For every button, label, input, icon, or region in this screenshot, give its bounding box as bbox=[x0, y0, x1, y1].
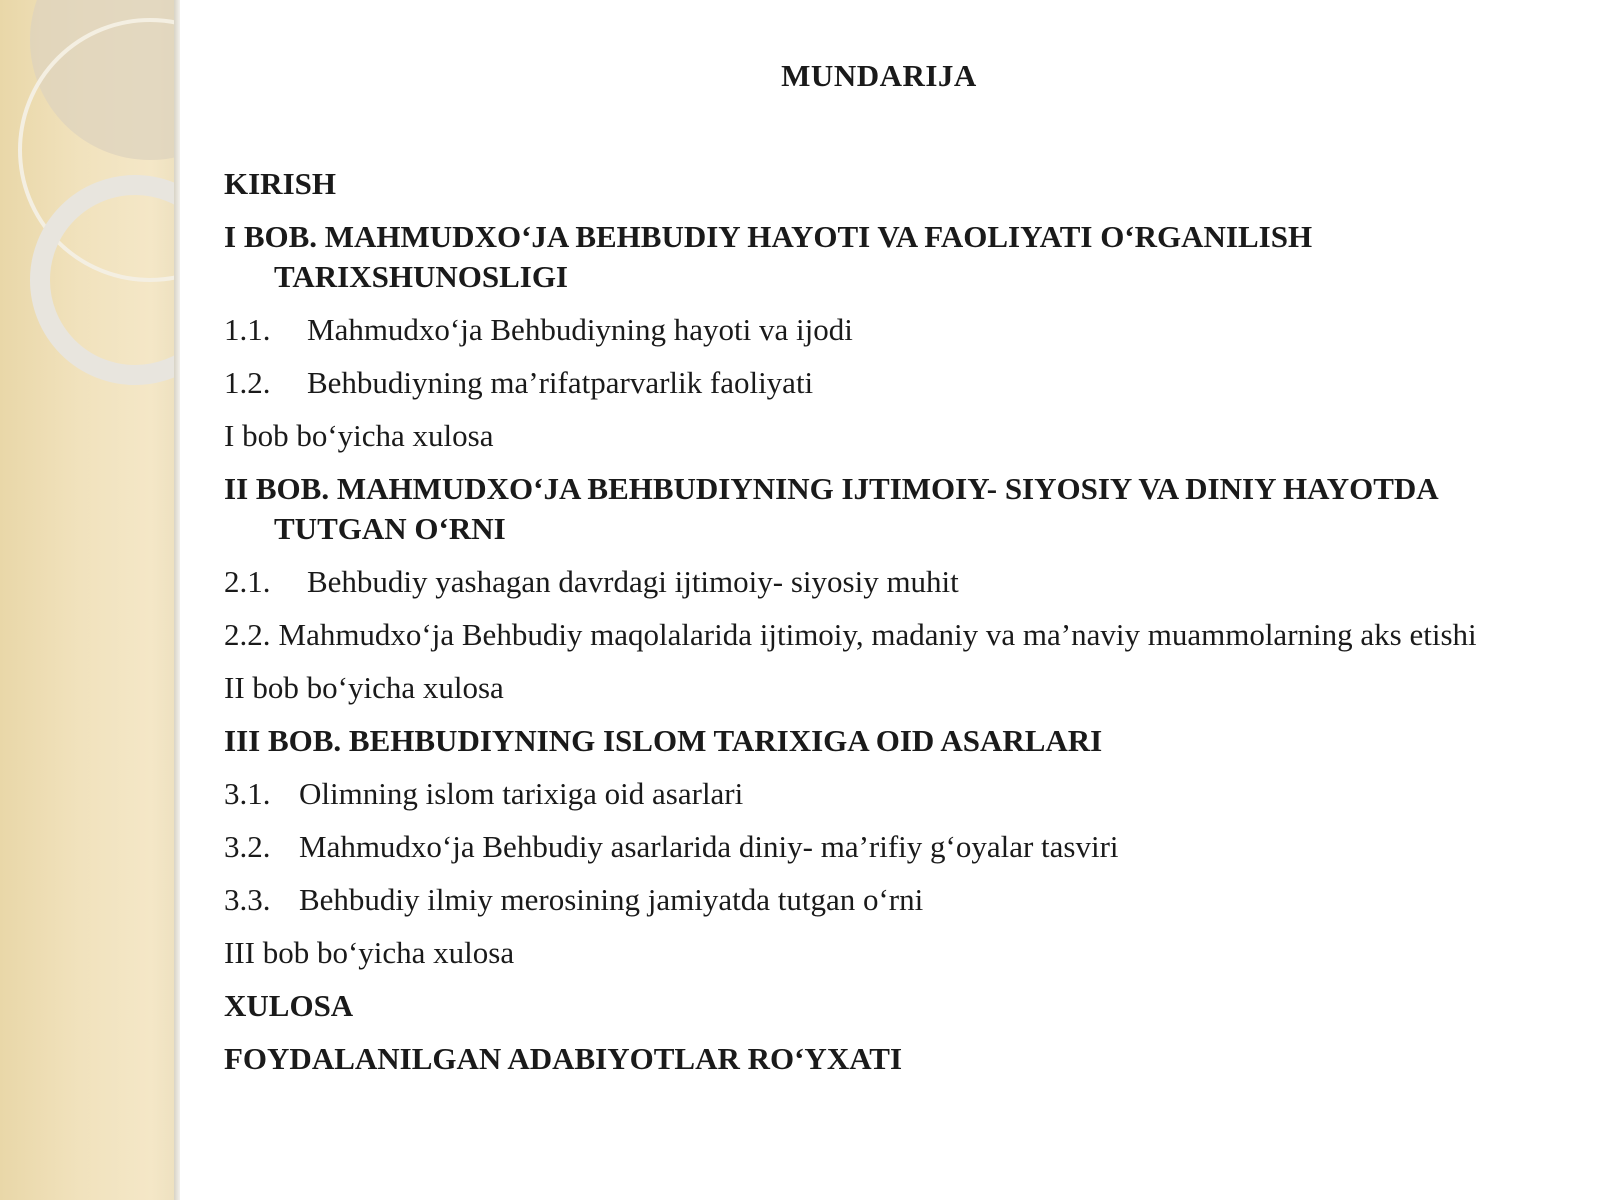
toc-item-text: III bob bo‘yicha xulosa bbox=[224, 935, 515, 970]
toc-item-text: Mahmudxo‘ja Behbudiy maqolalarida ijtimoiy, madaniy va ma’naviy muammolarning aks etishi bbox=[278, 617, 1477, 652]
toc-subsection-item bbox=[224, 774, 1554, 814]
toc-subsection-item bbox=[224, 363, 1554, 403]
toc-item-number: 1.2. bbox=[224, 365, 271, 400]
toc-chapter-item bbox=[224, 1039, 1554, 1079]
toc-item-text: II bob bo‘yicha xulosa bbox=[224, 670, 504, 705]
toc-item-text: I BOB. MAHMUDXO‘JA BEHBUDIY HAYOTI VA FAOLIYATI O‘RGANILISH TARIXSHUNOSLIGI bbox=[224, 219, 1313, 294]
toc-item-number: 3.1. bbox=[224, 776, 271, 811]
toc-subsection-item bbox=[224, 562, 1554, 602]
toc-subsection-item bbox=[224, 880, 1554, 920]
toc-item-number: 2.1. bbox=[224, 564, 271, 599]
toc-item-text: XULOSA bbox=[224, 988, 354, 1023]
toc-item-number: 1.1. bbox=[224, 312, 271, 347]
toc-summary-item bbox=[224, 416, 1554, 456]
toc-item-text: Behbudiy ilmiy merosining jamiyatda tutgan o‘rni bbox=[299, 882, 924, 917]
table-of-contents bbox=[224, 0, 1554, 1200]
toc-summary-item bbox=[224, 933, 1554, 973]
toc-chapter-item bbox=[224, 721, 1554, 761]
toc-chapter-item bbox=[224, 469, 1554, 549]
toc-item-text: III BOB. BEHBUDIYNING ISLOM TARIXIGA OID ASARLARI bbox=[224, 723, 1103, 758]
toc-list bbox=[224, 164, 1554, 1092]
side-panel-edge bbox=[174, 0, 180, 1200]
toc-item-text: Mahmudxo‘ja Behbudiy asarlarida diniy- ma’rifiy g‘oyalar tasviri bbox=[299, 829, 1119, 864]
toc-item-number: 2.2. bbox=[224, 617, 271, 652]
toc-item-number: 3.2. bbox=[224, 829, 271, 864]
toc-chapter-item bbox=[224, 986, 1554, 1026]
toc-item-text: Behbudiy yashagan davrdagi ijtimoiy- siyosiy muhit bbox=[307, 564, 959, 599]
toc-item-number: 3.3. bbox=[224, 882, 271, 917]
toc-subsection-item bbox=[224, 615, 1554, 655]
toc-item-text: KIRISH bbox=[224, 166, 336, 201]
toc-item-text: FOYDALANILGAN ADABIYOTLAR RO‘YXATI bbox=[224, 1041, 903, 1076]
toc-subsection-item bbox=[224, 310, 1554, 350]
toc-item-text: Olimning islom tarixiga oid asarlari bbox=[299, 776, 744, 811]
decorative-circles-icon bbox=[0, 0, 178, 1200]
decorative-side-panel bbox=[0, 0, 178, 1200]
toc-item-text: Behbudiyning ma’rifatparvarlik faoliyati bbox=[307, 365, 814, 400]
toc-item-text: II BOB. MAHMUDXO‘JA BEHBUDIYNING IJTIMOIY- SIYOSIY VA DINIY HAYOTDA TUTGAN O‘RNI bbox=[224, 471, 1437, 546]
toc-chapter-item bbox=[224, 217, 1554, 297]
toc-item-text: Mahmudxo‘ja Behbudiyning hayoti va ijodi bbox=[307, 312, 853, 347]
page-title: MUNDARIJA bbox=[781, 58, 977, 93]
toc-item-text: I bob bo‘yicha xulosa bbox=[224, 418, 494, 453]
toc-subsection-item bbox=[224, 827, 1554, 867]
toc-summary-item bbox=[224, 668, 1554, 708]
toc-chapter-item bbox=[224, 164, 1554, 204]
